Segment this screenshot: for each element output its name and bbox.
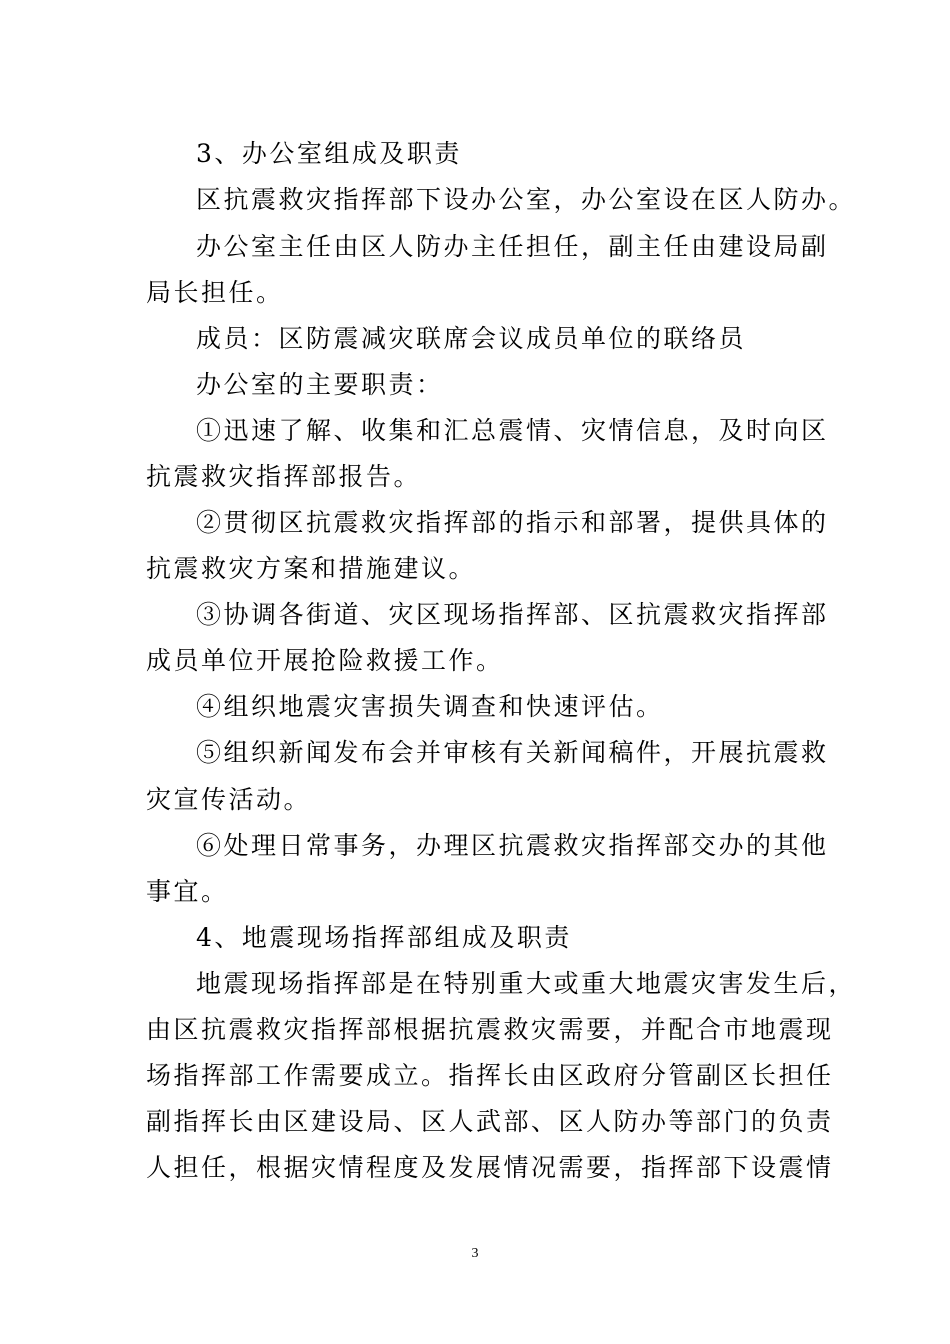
- list-item-line: ④组织地震灾害损失调查和快速评估。: [196, 692, 664, 721]
- paragraph-line: 地震现场指挥部是在特别重大或重大地震灾害发生后，: [196, 969, 857, 998]
- paragraph-line: 办公室的主要职责：: [196, 370, 444, 399]
- list-item-line: ⑤组织新闻发布会并审核有关新闻稿件，开展抗震救: [196, 738, 829, 767]
- list-item-line: ①迅速了解、收集和汇总震情、灾情信息，及时向区: [196, 416, 829, 445]
- list-item-line: 灾宣传活动。: [146, 785, 312, 814]
- section-heading-field-command: 4、地震现场指挥部组成及职责: [196, 923, 572, 952]
- page-number: 3: [471, 1246, 479, 1261]
- paragraph-line: 成员：区防震减灾联席会议成员单位的联络员: [196, 324, 747, 353]
- paragraph-line: 办公室主任由区人防办主任担任，副主任由建设局副: [196, 232, 829, 261]
- paragraph-line: 副指挥长由区建设局、区人武部、区人防办等部门的负责: [146, 1107, 834, 1136]
- paragraph-line: 场指挥部工作需要成立。指挥长由区政府分管副区长担任: [146, 1061, 834, 1090]
- list-item-line: 抗震救灾指挥部报告。: [146, 462, 422, 491]
- list-item-line: 成员单位开展抢险救援工作。: [146, 646, 504, 675]
- list-item-line: ②贯彻区抗震救灾指挥部的指示和部署，提供具体的: [196, 508, 829, 537]
- list-item-line: ⑥处理日常事务，办理区抗震救灾指挥部交办的其他: [196, 831, 829, 860]
- paragraph-line: 局长担任。: [146, 278, 284, 307]
- list-item-line: 事宜。: [146, 877, 229, 906]
- paragraph-line: 人担任，根据灾情程度及发展情况需要，指挥部下设震情: [146, 1153, 834, 1182]
- paragraph-line: 由区抗震救灾指挥部根据抗震救灾需要，并配合市地震现: [146, 1015, 834, 1044]
- paragraph-line: 区抗震救灾指挥部下设办公室，办公室设在区人防办。: [196, 185, 857, 214]
- list-item-line: ③协调各街道、灾区现场指挥部、区抗震救灾指挥部: [196, 600, 829, 629]
- list-item-line: 抗震救灾方案和措施建议。: [146, 554, 477, 583]
- section-heading-office: 3、办公室组成及职责: [196, 139, 462, 168]
